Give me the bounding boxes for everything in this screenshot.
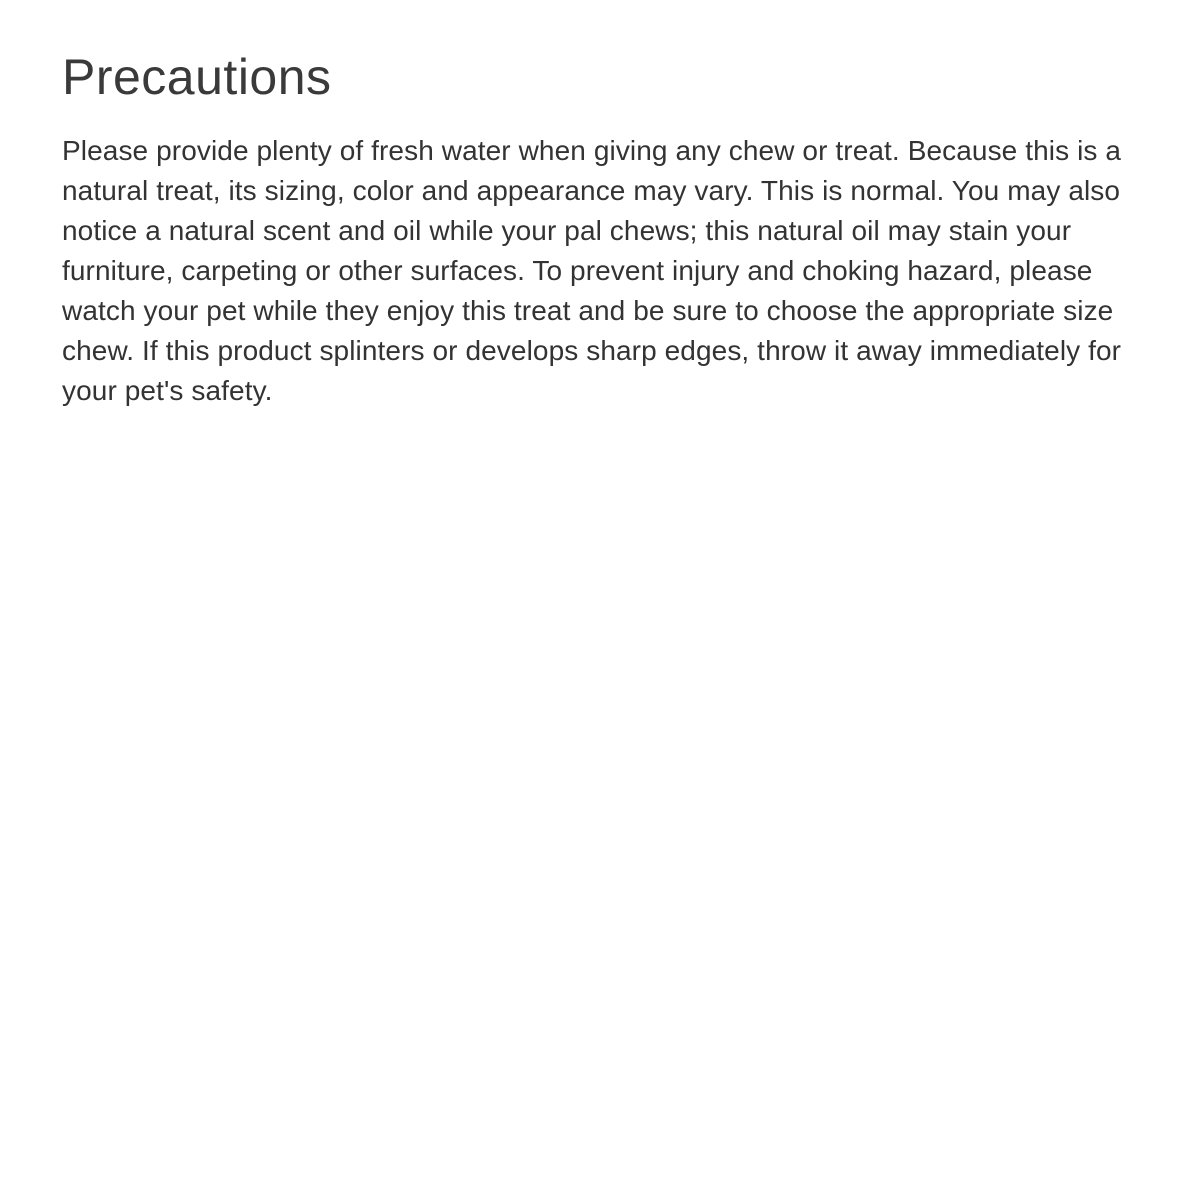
page-title: Precautions [62,49,332,105]
precautions-text: Please provide plenty of fresh water when giving any chew or treat. Because this is a natural treat, its sizing, color and appearance may vary. This is normal. You may also notice a natural scent and oil while your pal chews; this natural oil may stain your furniture, carpeting or other surfaces. To prevent injury and choking hazard, please watch your pet while they enjoy this treat and be sure to choose the appropriate size chew. If this product splinters or develops sharp edges, throw it away immediately for your pet's safety. [62,135,1122,406]
precautions-section [0,0,1200,411]
